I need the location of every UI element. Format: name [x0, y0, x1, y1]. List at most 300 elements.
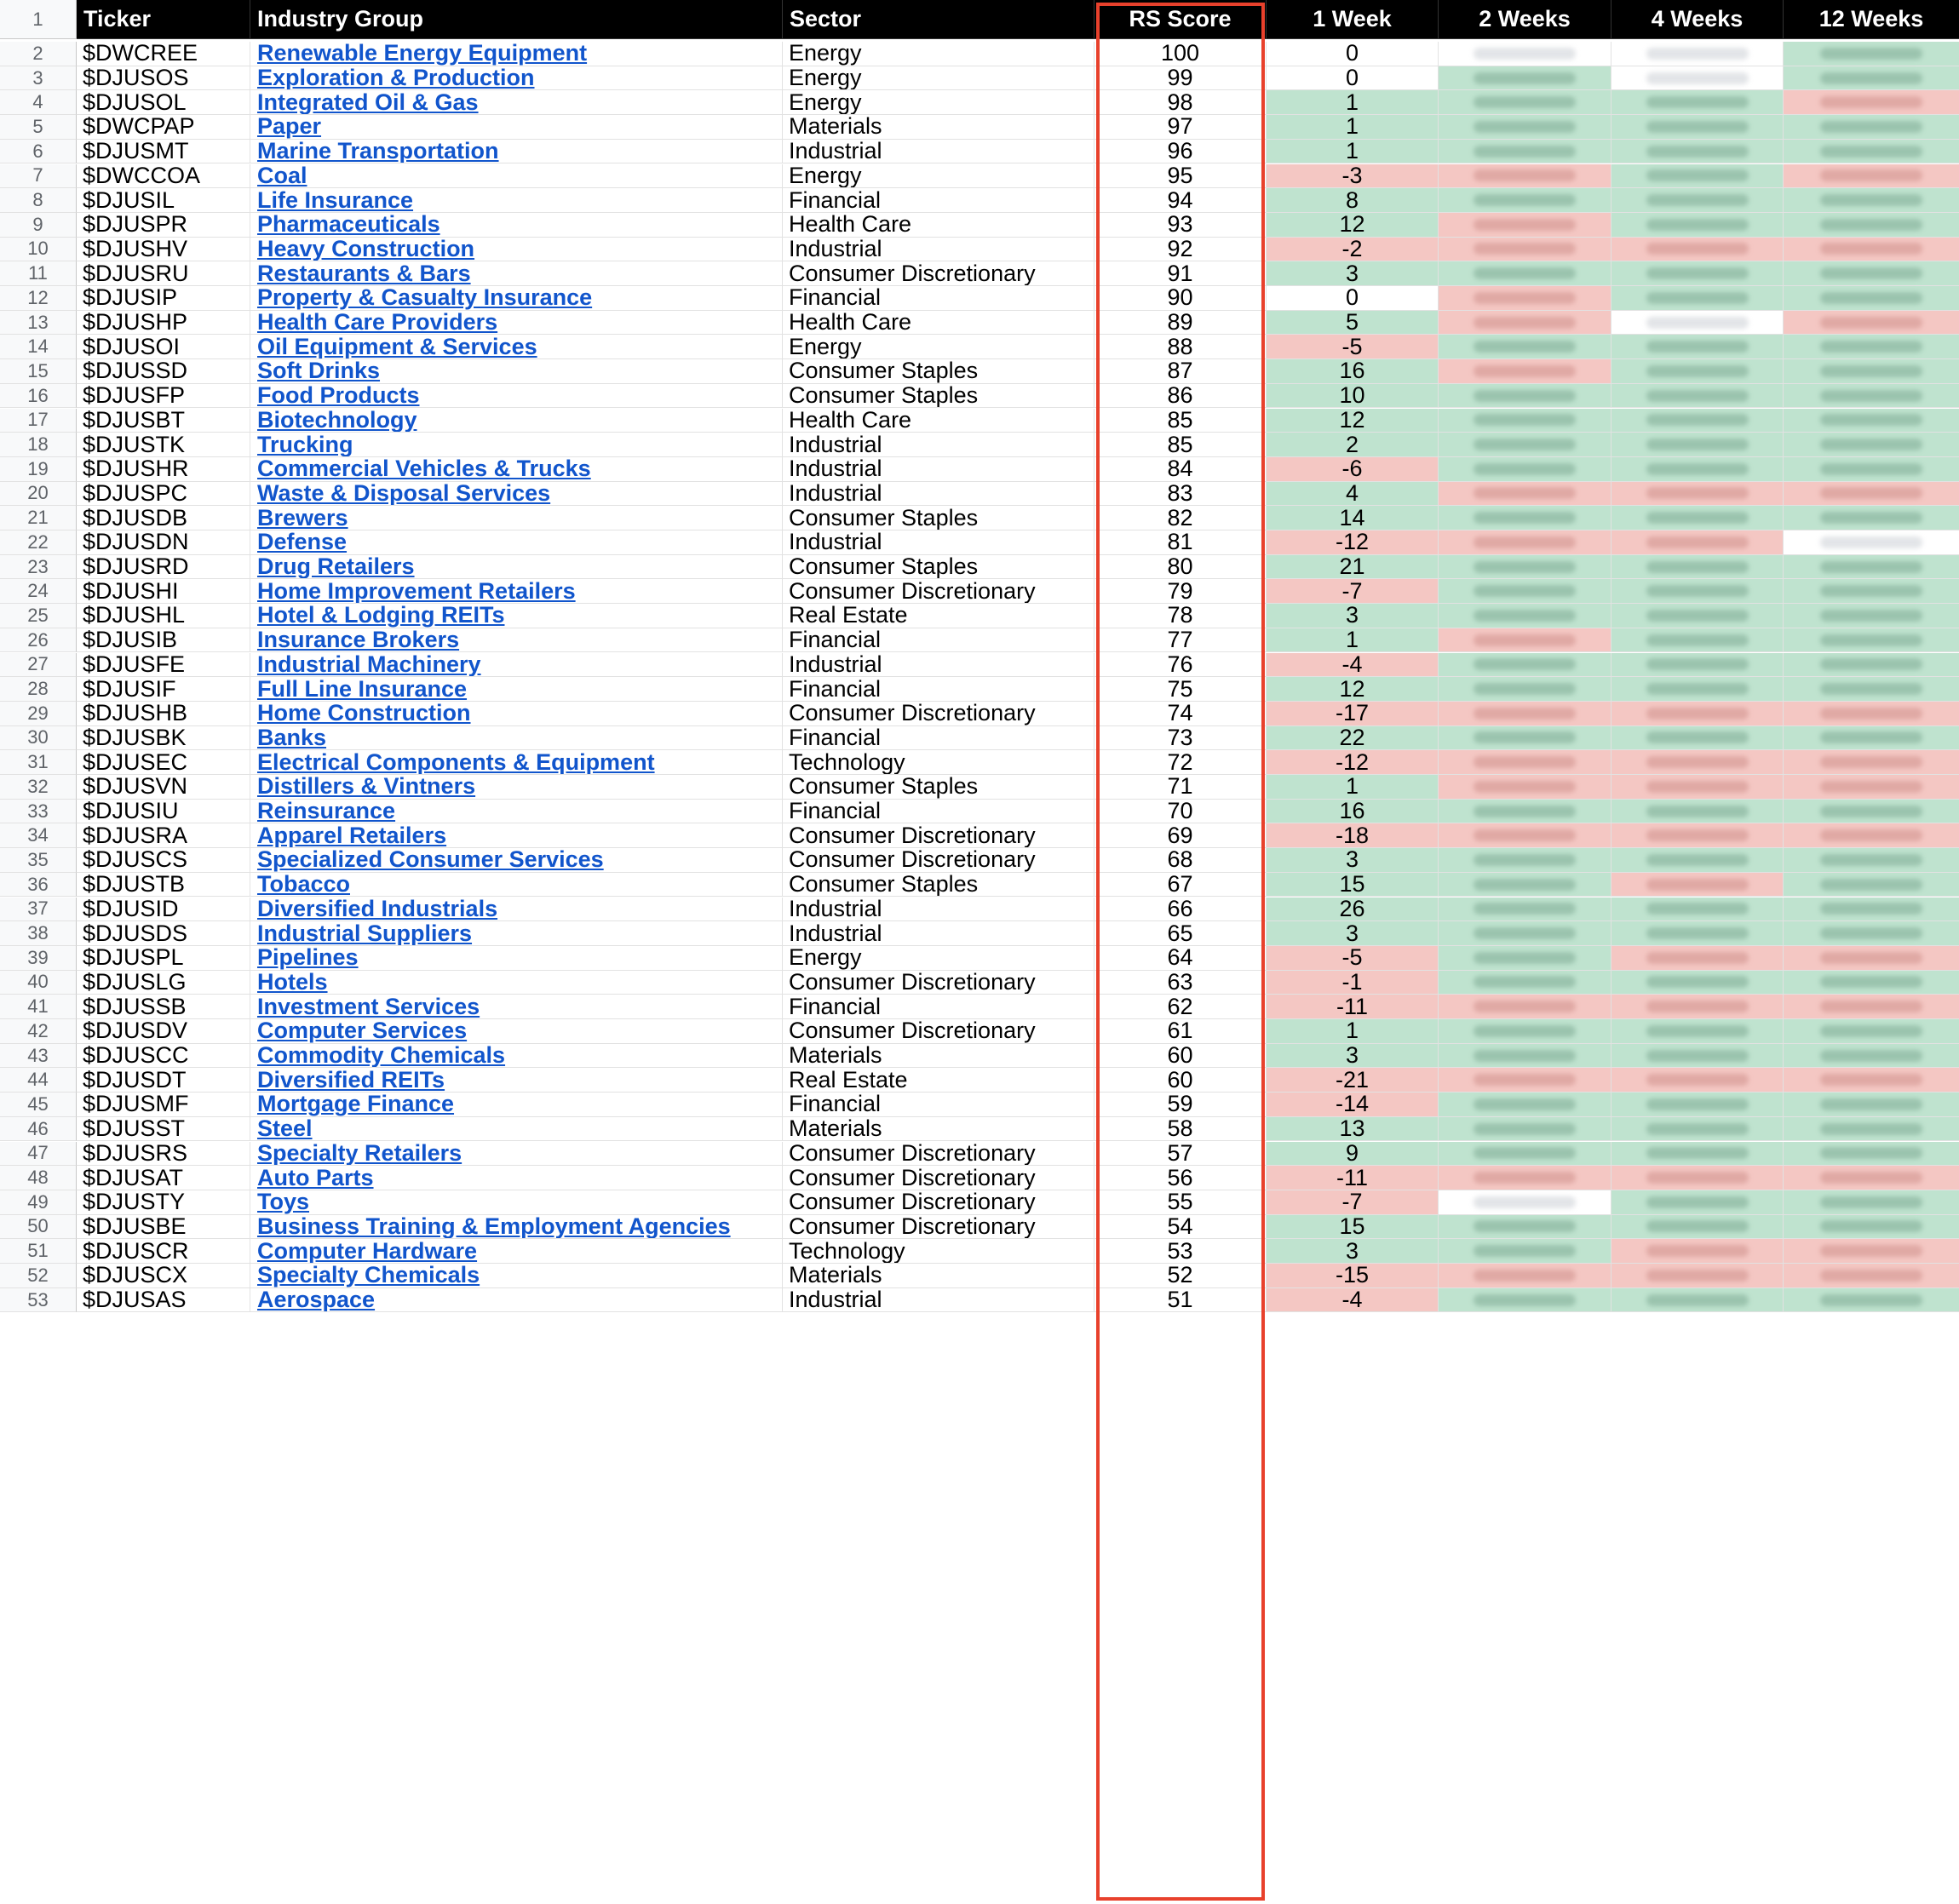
industry-group-cell[interactable] [250, 750, 783, 775]
weeks12-change-cell[interactable] [1784, 921, 1959, 946]
weeks12-change-cell[interactable] [1784, 628, 1959, 653]
week1-change-cell[interactable]: 13 [1267, 1117, 1439, 1142]
weeks12-change-cell[interactable] [1784, 213, 1959, 238]
weeks2-change-cell[interactable] [1439, 1215, 1611, 1240]
row-number[interactable]: 9 [0, 213, 77, 238]
weeks2-change-cell[interactable] [1439, 848, 1611, 873]
weeks12-change-cell[interactable] [1784, 384, 1959, 409]
industry-group-cell[interactable] [250, 115, 783, 140]
weeks12-change-cell[interactable] [1784, 140, 1959, 164]
row-number[interactable]: 23 [0, 555, 77, 580]
sector-cell[interactable]: Financial [783, 995, 1094, 1019]
rs-score-cell[interactable]: 62 [1094, 995, 1267, 1019]
sector-cell[interactable]: Industrial [783, 140, 1094, 164]
rs-score-cell[interactable]: 89 [1094, 311, 1267, 335]
rs-score-cell[interactable]: 69 [1094, 823, 1267, 848]
ticker-cell[interactable]: $DJUSRA [77, 823, 250, 848]
weeks2-change-cell[interactable] [1439, 140, 1611, 164]
ticker-cell[interactable]: $DJUSRD [77, 555, 250, 580]
week1-change-cell[interactable]: -1 [1267, 971, 1439, 995]
row-number[interactable]: 34 [0, 823, 77, 848]
industry-group-link[interactable]: Tobacco [257, 872, 351, 898]
row-number[interactable]: 31 [0, 750, 77, 775]
industry-group-cell[interactable] [250, 1239, 783, 1264]
ticker-cell[interactable]: $DJUSDS [77, 921, 250, 946]
row-number[interactable]: 42 [0, 1019, 77, 1044]
ticker-cell[interactable]: $DJUSMF [77, 1093, 250, 1117]
week1-change-cell[interactable]: 1 [1267, 115, 1439, 140]
industry-group-cell[interactable] [250, 482, 783, 507]
weeks4-change-cell[interactable] [1611, 1117, 1784, 1142]
row-number[interactable]: 38 [0, 921, 77, 946]
weeks2-change-cell[interactable] [1439, 384, 1611, 409]
sector-cell[interactable]: Technology [783, 1239, 1094, 1264]
weeks2-change-cell[interactable] [1439, 1288, 1611, 1313]
industry-group-link[interactable]: Heavy Construction [257, 237, 475, 261]
rs-score-cell[interactable]: 63 [1094, 971, 1267, 995]
weeks4-change-cell[interactable] [1611, 384, 1784, 409]
industry-group-cell[interactable] [250, 164, 783, 189]
weeks2-change-cell[interactable] [1439, 238, 1611, 262]
row-number[interactable]: 32 [0, 775, 77, 800]
rs-score-cell[interactable]: 56 [1094, 1166, 1267, 1190]
sector-cell[interactable]: Energy [783, 335, 1094, 359]
sector-cell[interactable]: Consumer Discretionary [783, 1142, 1094, 1167]
sector-column-header[interactable]: Sector [783, 0, 1094, 39]
weeks12-change-cell[interactable] [1784, 800, 1959, 824]
ticker-cell[interactable]: $DJUSRU [77, 261, 250, 286]
row-number[interactable]: 45 [0, 1093, 77, 1117]
row-number[interactable]: 29 [0, 702, 77, 726]
ticker-cell[interactable]: $DJUSBT [77, 409, 250, 433]
weeks4-change-cell[interactable] [1611, 898, 1784, 922]
industry-group-link[interactable]: Aerospace [257, 1287, 376, 1313]
weeks12-change-cell[interactable] [1784, 66, 1959, 91]
weeks4-change-cell[interactable] [1611, 164, 1784, 189]
weeks12-change-cell[interactable] [1784, 1288, 1959, 1313]
weeks12-change-cell[interactable] [1784, 115, 1959, 140]
industry-group-cell[interactable] [250, 848, 783, 873]
ticker-cell[interactable]: $DJUSPR [77, 213, 250, 238]
ticker-cell[interactable]: $DJUSMT [77, 140, 250, 164]
rs-score-cell[interactable]: 78 [1094, 604, 1267, 628]
rs-score-cell[interactable]: 66 [1094, 898, 1267, 922]
ticker-cell[interactable]: $DWCPAP [77, 115, 250, 140]
weeks12-change-cell[interactable] [1784, 482, 1959, 507]
weeks4-change-cell[interactable] [1611, 140, 1784, 164]
weeks12-change-cell[interactable] [1784, 971, 1959, 995]
rs-score-cell[interactable]: 84 [1094, 457, 1267, 482]
row-number[interactable]: 18 [0, 433, 77, 457]
weeks2-change-cell[interactable] [1439, 800, 1611, 824]
weeks4-change-cell[interactable] [1611, 213, 1784, 238]
weeks12-change-cell[interactable] [1784, 286, 1959, 311]
row-number[interactable]: 46 [0, 1117, 77, 1142]
rs-score-cell[interactable]: 86 [1094, 384, 1267, 409]
industry-group-link[interactable]: Defense [257, 530, 348, 555]
industry-group-link[interactable]: Waste & Disposal Services [257, 481, 551, 506]
row-number[interactable]: 5 [0, 115, 77, 140]
weeks4-change-cell[interactable] [1611, 677, 1784, 702]
sector-cell[interactable]: Energy [783, 164, 1094, 189]
weeks2-change-cell[interactable] [1439, 873, 1611, 898]
sector-cell[interactable]: Consumer Discretionary [783, 1215, 1094, 1240]
sector-cell[interactable]: Materials [783, 1044, 1094, 1069]
weeks12-change-cell[interactable] [1784, 1190, 1959, 1215]
weeks2-change-cell[interactable] [1439, 995, 1611, 1019]
industry-group-link[interactable]: Distillers & Vintners [257, 775, 476, 800]
rs-score-cell[interactable]: 82 [1094, 506, 1267, 530]
rs-score-cell[interactable]: 67 [1094, 873, 1267, 898]
sector-cell[interactable]: Industrial [783, 653, 1094, 678]
weeks2-change-cell[interactable] [1439, 409, 1611, 433]
ticker-cell[interactable]: $DJUSSD [77, 359, 250, 384]
week1-change-cell[interactable]: 3 [1267, 848, 1439, 873]
week1-change-cell[interactable]: -17 [1267, 702, 1439, 726]
ticker-cell[interactable]: $DJUSIB [77, 628, 250, 653]
weeks4-change-cell[interactable] [1611, 995, 1784, 1019]
row-number[interactable]: 21 [0, 506, 77, 530]
weeks2-change-cell[interactable] [1439, 1117, 1611, 1142]
industry-group-link[interactable]: Investment Services [257, 995, 480, 1019]
weeks12-change-cell[interactable] [1784, 261, 1959, 286]
sector-cell[interactable]: Financial [783, 628, 1094, 653]
weeks4-change-cell[interactable] [1611, 1142, 1784, 1167]
weeks4-change-cell[interactable] [1611, 506, 1784, 530]
ticker-cell[interactable]: $DJUSIL [77, 188, 250, 213]
ticker-cell[interactable]: $DJUSID [77, 898, 250, 922]
weeks4-change-cell[interactable] [1611, 1068, 1784, 1093]
industry-group-link[interactable]: Restaurants & Bars [257, 261, 471, 286]
weeks12-change-cell[interactable] [1784, 579, 1959, 604]
week1-change-cell[interactable]: 2 [1267, 433, 1439, 457]
weeks4-change-cell[interactable] [1611, 1166, 1784, 1190]
row-number[interactable]: 39 [0, 946, 77, 971]
rs-score-cell[interactable]: 70 [1094, 800, 1267, 824]
industry-group-link[interactable]: Diversified Industrials [257, 897, 498, 921]
sector-cell[interactable]: Energy [783, 90, 1094, 115]
industry-group-cell[interactable] [250, 384, 783, 409]
industry-group-cell[interactable] [250, 628, 783, 653]
week1-change-cell[interactable]: -3 [1267, 164, 1439, 189]
weeks12-change-cell[interactable] [1784, 1215, 1959, 1240]
sector-cell[interactable]: Consumer Discretionary [783, 702, 1094, 726]
industry-group-cell[interactable] [250, 604, 783, 628]
row-number[interactable]: 17 [0, 409, 77, 433]
weeks4-change-cell[interactable] [1611, 42, 1784, 66]
weeks12-change-cell[interactable] [1784, 433, 1959, 457]
week1-change-cell[interactable]: 0 [1267, 42, 1439, 66]
sector-cell[interactable]: Energy [783, 42, 1094, 66]
rs-score-cell[interactable]: 65 [1094, 921, 1267, 946]
weeks4-change-cell[interactable] [1611, 653, 1784, 678]
sector-cell[interactable]: Consumer Staples [783, 775, 1094, 800]
weeks4-change-cell[interactable] [1611, 873, 1784, 898]
industry-group-cell[interactable] [250, 286, 783, 311]
week1-change-cell[interactable]: 3 [1267, 921, 1439, 946]
ticker-cell[interactable]: $DJUSPC [77, 482, 250, 507]
weeks12-change-cell[interactable] [1784, 311, 1959, 335]
ticker-cell[interactable]: $DJUSSB [77, 995, 250, 1019]
industry-group-link[interactable]: Drug Retailers [257, 554, 415, 580]
industry-group-link[interactable]: Steel [257, 1116, 313, 1142]
industry-group-link[interactable]: Specialty Chemicals [257, 1264, 480, 1288]
weeks2-change-cell[interactable] [1439, 335, 1611, 359]
row-number[interactable]: 44 [0, 1068, 77, 1093]
sector-cell[interactable]: Financial [783, 286, 1094, 311]
industry-group-cell[interactable] [250, 433, 783, 457]
rs-score-cell[interactable]: 74 [1094, 702, 1267, 726]
industry-group-link[interactable]: Computer Services [257, 1019, 468, 1044]
weeks4-change-cell[interactable] [1611, 775, 1784, 800]
weeks2-change-cell[interactable] [1439, 311, 1611, 335]
weeks4-change-cell[interactable] [1611, 800, 1784, 824]
sector-cell[interactable]: Consumer Discretionary [783, 823, 1094, 848]
weeks2-change-cell[interactable] [1439, 971, 1611, 995]
weeks2-change-cell[interactable] [1439, 164, 1611, 189]
industry-group-link[interactable]: Home Improvement Retailers [257, 579, 576, 604]
weeks4-change-cell[interactable] [1611, 750, 1784, 775]
weeks12-change-cell[interactable] [1784, 188, 1959, 213]
weeks12-change-cell[interactable] [1784, 457, 1959, 482]
row-number[interactable]: 15 [0, 359, 77, 384]
ticker-cell[interactable]: $DJUSLG [77, 971, 250, 995]
weeks4-change-cell[interactable] [1611, 1019, 1784, 1044]
industry-group-cell[interactable] [250, 1068, 783, 1093]
weeks2-change-cell[interactable] [1439, 213, 1611, 238]
weeks12-change-cell[interactable] [1784, 1264, 1959, 1288]
rs-score-cell[interactable]: 57 [1094, 1142, 1267, 1167]
industry-group-link[interactable]: Hotel & Lodging REITs [257, 604, 505, 628]
weeks2-change-cell[interactable] [1439, 555, 1611, 580]
weeks4-change-cell[interactable] [1611, 261, 1784, 286]
rs-score-cell[interactable]: 98 [1094, 90, 1267, 115]
industry-group-cell[interactable] [250, 311, 783, 335]
week1-change-cell[interactable]: -6 [1267, 457, 1439, 482]
rs-score-cell[interactable]: 73 [1094, 726, 1267, 751]
week1-change-cell[interactable]: 3 [1267, 261, 1439, 286]
industry-group-cell[interactable] [250, 1190, 783, 1215]
weeks2-change-cell[interactable] [1439, 921, 1611, 946]
row-number[interactable]: 40 [0, 971, 77, 995]
weeks2-change-cell[interactable] [1439, 457, 1611, 482]
weeks2-change-cell[interactable] [1439, 286, 1611, 311]
rs-score-cell[interactable]: 90 [1094, 286, 1267, 311]
industry-group-link[interactable]: Pipelines [257, 945, 359, 971]
sector-cell[interactable]: Consumer Discretionary [783, 971, 1094, 995]
row-number[interactable]: 11 [0, 261, 77, 286]
weeks2-change-cell[interactable] [1439, 702, 1611, 726]
weeks12-change-cell[interactable] [1784, 1239, 1959, 1264]
ticker-cell[interactable]: $DJUSHB [77, 702, 250, 726]
weeks12-change-cell[interactable] [1784, 1117, 1959, 1142]
ticker-cell[interactable]: $DJUSTB [77, 873, 250, 898]
weeks12-change-cell[interactable] [1784, 1166, 1959, 1190]
weeks4-change-cell[interactable] [1611, 530, 1784, 555]
weeks2-change-cell[interactable] [1439, 726, 1611, 751]
weeks12-change-cell[interactable] [1784, 995, 1959, 1019]
week1-change-cell[interactable]: -18 [1267, 823, 1439, 848]
row-number[interactable]: 22 [0, 530, 77, 555]
industry-group-link[interactable]: Health Care Providers [257, 310, 498, 335]
sector-cell[interactable]: Consumer Discretionary [783, 848, 1094, 873]
weeks12-change-cell[interactable] [1784, 873, 1959, 898]
sector-cell[interactable]: Consumer Discretionary [783, 1166, 1094, 1190]
ticker-cell[interactable]: $DJUSHV [77, 238, 250, 262]
rs-score-column-header[interactable]: RS Score [1094, 0, 1267, 39]
sector-cell[interactable]: Health Care [783, 311, 1094, 335]
rs-score-cell[interactable]: 93 [1094, 213, 1267, 238]
weeks2-change-cell[interactable] [1439, 530, 1611, 555]
weeks2-change-cell[interactable] [1439, 1142, 1611, 1167]
weeks2-change-cell[interactable] [1439, 1166, 1611, 1190]
weeks2-change-cell[interactable] [1439, 898, 1611, 922]
rs-score-cell[interactable]: 60 [1094, 1068, 1267, 1093]
weeks4-change-cell[interactable] [1611, 1288, 1784, 1313]
weeks4-change-cell[interactable] [1611, 409, 1784, 433]
ticker-cell[interactable]: $DJUSTY [77, 1190, 250, 1215]
rs-score-cell[interactable]: 95 [1094, 164, 1267, 189]
industry-group-link[interactable]: Toys [257, 1190, 310, 1215]
sector-cell[interactable]: Technology [783, 750, 1094, 775]
ticker-cell[interactable]: $DJUSCR [77, 1239, 250, 1264]
rs-score-cell[interactable]: 79 [1094, 579, 1267, 604]
sector-cell[interactable]: Consumer Discretionary [783, 1019, 1094, 1044]
weeks4-change-cell[interactable] [1611, 311, 1784, 335]
industry-group-link[interactable]: Coal [257, 163, 307, 188]
industry-group-cell[interactable] [250, 1215, 783, 1240]
ticker-cell[interactable]: $DJUSDV [77, 1019, 250, 1044]
sector-cell[interactable]: Industrial [783, 1288, 1094, 1313]
weeks4-change-cell[interactable] [1611, 335, 1784, 359]
rs-score-cell[interactable]: 83 [1094, 482, 1267, 507]
industry-group-cell[interactable] [250, 335, 783, 359]
row-number[interactable]: 49 [0, 1190, 77, 1215]
rs-score-cell[interactable]: 75 [1094, 677, 1267, 702]
row-number[interactable]: 27 [0, 653, 77, 678]
weeks4-change-cell[interactable] [1611, 823, 1784, 848]
industry-group-link[interactable]: Exploration & Production [257, 66, 535, 91]
ticker-cell[interactable]: $DJUSEC [77, 750, 250, 775]
row-number[interactable]: 26 [0, 628, 77, 653]
industry-group-cell[interactable] [250, 1142, 783, 1167]
weeks2-change-cell[interactable] [1439, 1044, 1611, 1069]
row-number[interactable]: 19 [0, 457, 77, 482]
week1-change-cell[interactable]: 14 [1267, 506, 1439, 530]
weeks2-change-cell[interactable] [1439, 604, 1611, 628]
rs-score-cell[interactable]: 80 [1094, 555, 1267, 580]
ticker-cell[interactable]: $DJUSDB [77, 506, 250, 530]
ticker-cell[interactable]: $DJUSIU [77, 800, 250, 824]
sector-cell[interactable]: Financial [783, 677, 1094, 702]
row-number[interactable]: 30 [0, 726, 77, 751]
weeks4-change-cell[interactable] [1611, 1215, 1784, 1240]
ticker-cell[interactable]: $DJUSIP [77, 286, 250, 311]
week1-change-cell[interactable]: 12 [1267, 409, 1439, 433]
ticker-cell[interactable]: $DWCREE [77, 42, 250, 66]
sector-cell[interactable]: Consumer Discretionary [783, 1190, 1094, 1215]
week1-change-cell[interactable]: 12 [1267, 213, 1439, 238]
week1-column-header[interactable]: 1 Week [1267, 0, 1439, 39]
weeks2-change-cell[interactable] [1439, 653, 1611, 678]
row-number[interactable]: 52 [0, 1264, 77, 1288]
ticker-cell[interactable]: $DJUSHP [77, 311, 250, 335]
rs-score-cell[interactable]: 68 [1094, 848, 1267, 873]
industry-group-cell[interactable] [250, 42, 783, 66]
weeks2-change-cell[interactable] [1439, 677, 1611, 702]
industry-group-link[interactable]: Full Line Insurance [257, 677, 468, 702]
weeks4-change-cell[interactable] [1611, 482, 1784, 507]
industry-group-cell[interactable] [250, 457, 783, 482]
rs-score-cell[interactable]: 81 [1094, 530, 1267, 555]
industry-group-cell[interactable] [250, 555, 783, 580]
weeks4-change-cell[interactable] [1611, 1093, 1784, 1117]
week1-change-cell[interactable]: 1 [1267, 775, 1439, 800]
weeks2-change-cell[interactable] [1439, 750, 1611, 775]
rs-score-cell[interactable]: 76 [1094, 653, 1267, 678]
sector-cell[interactable]: Consumer Staples [783, 555, 1094, 580]
rs-score-cell[interactable]: 60 [1094, 1044, 1267, 1069]
industry-group-link[interactable]: Auto Parts [257, 1166, 374, 1190]
sector-cell[interactable]: Industrial [783, 530, 1094, 555]
industry-group-link[interactable]: Biotechnology [257, 408, 417, 433]
week1-change-cell[interactable]: 21 [1267, 555, 1439, 580]
industry-group-link[interactable]: Insurance Brokers [257, 628, 460, 653]
weeks2-change-cell[interactable] [1439, 261, 1611, 286]
row-number[interactable]: 28 [0, 677, 77, 702]
ticker-cell[interactable]: $DJUSHI [77, 579, 250, 604]
ticker-cell[interactable]: $DJUSCX [77, 1264, 250, 1288]
week1-change-cell[interactable]: 15 [1267, 873, 1439, 898]
row-number[interactable]: 51 [0, 1239, 77, 1264]
industry-group-link[interactable]: Commodity Chemicals [257, 1043, 506, 1069]
rs-score-cell[interactable]: 92 [1094, 238, 1267, 262]
weeks12-column-header[interactable]: 12 Weeks [1784, 0, 1959, 39]
weeks12-change-cell[interactable] [1784, 409, 1959, 433]
weeks12-change-cell[interactable] [1784, 898, 1959, 922]
industry-group-link[interactable]: Commercial Vehicles & Trucks [257, 456, 591, 482]
industry-group-cell[interactable] [250, 946, 783, 971]
industry-group-link[interactable]: Renewable Energy Equipment [257, 42, 588, 66]
sector-cell[interactable]: Consumer Staples [783, 384, 1094, 409]
industry-group-link[interactable]: Oil Equipment & Services [257, 335, 537, 359]
rs-score-cell[interactable]: 94 [1094, 188, 1267, 213]
weeks2-change-cell[interactable] [1439, 506, 1611, 530]
ticker-cell[interactable]: $DJUSBE [77, 1215, 250, 1240]
weeks4-change-cell[interactable] [1611, 188, 1784, 213]
weeks4-change-cell[interactable] [1611, 921, 1784, 946]
weeks12-change-cell[interactable] [1784, 823, 1959, 848]
ticker-cell[interactable]: $DJUSVN [77, 775, 250, 800]
sector-cell[interactable]: Materials [783, 115, 1094, 140]
row-number[interactable]: 4 [0, 90, 77, 115]
sector-cell[interactable]: Industrial [783, 482, 1094, 507]
weeks12-change-cell[interactable] [1784, 530, 1959, 555]
weeks4-change-cell[interactable] [1611, 848, 1784, 873]
row-number[interactable]: 16 [0, 384, 77, 409]
row-number[interactable]: 35 [0, 848, 77, 873]
rs-score-cell[interactable]: 58 [1094, 1117, 1267, 1142]
ticker-cell[interactable]: $DJUSDN [77, 530, 250, 555]
industry-group-column-header[interactable]: Industry Group [250, 0, 783, 39]
week1-change-cell[interactable]: -11 [1267, 995, 1439, 1019]
ticker-cell[interactable]: $DJUSIF [77, 677, 250, 702]
rs-score-cell[interactable]: 52 [1094, 1264, 1267, 1288]
industry-group-cell[interactable] [250, 823, 783, 848]
rs-score-cell[interactable]: 72 [1094, 750, 1267, 775]
industry-group-cell[interactable] [250, 702, 783, 726]
ticker-cell[interactable]: $DWCCOA [77, 164, 250, 189]
